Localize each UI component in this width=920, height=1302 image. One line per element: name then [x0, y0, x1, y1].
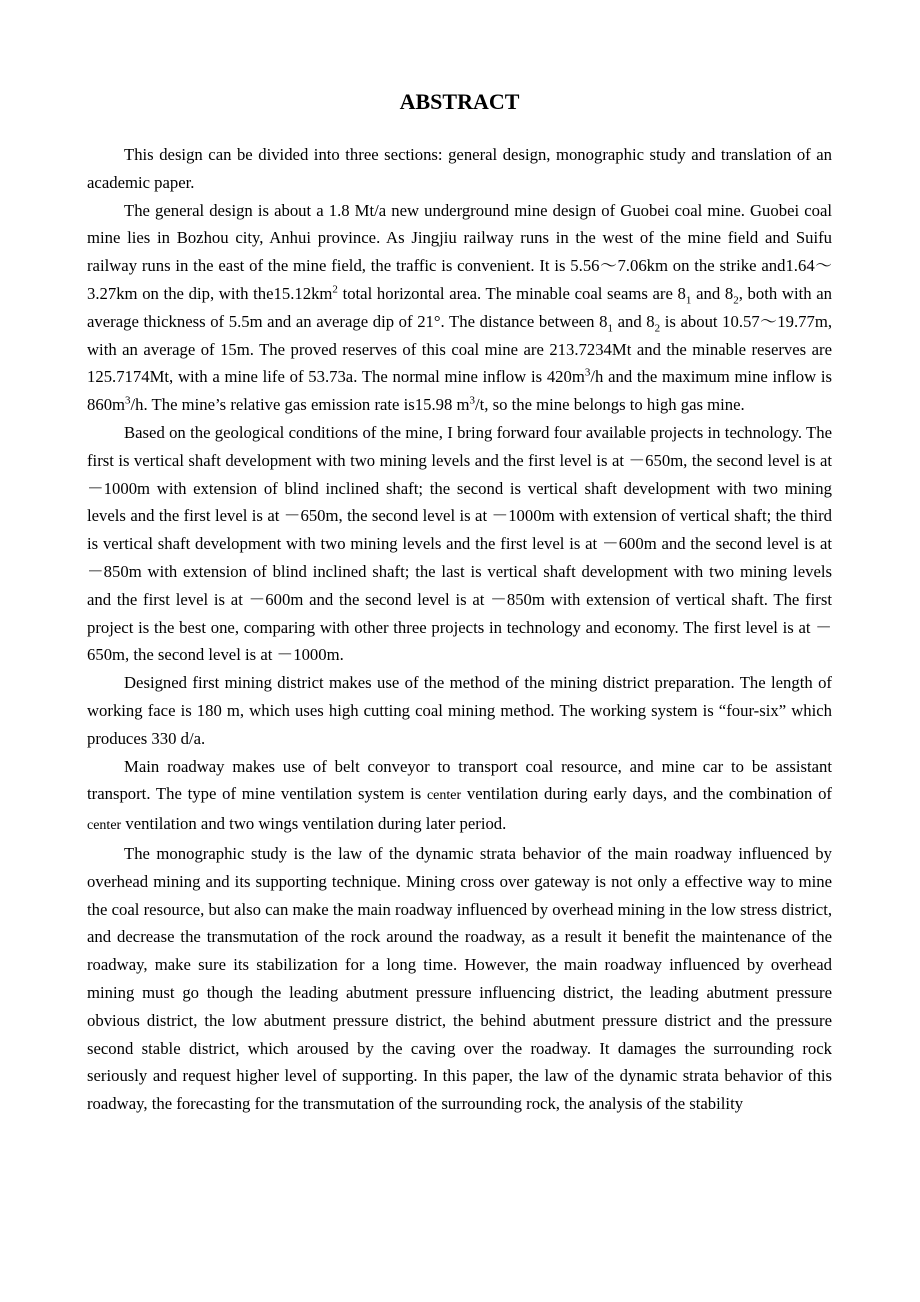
text-run-small: center [87, 818, 122, 834]
paragraph-mining-district: Designed first mining district makes use of the method of the mining district preparation. The length of working face is 180 m, which uses high cutting coal mining method. The working system is “four-six” which produces 330 d/a. [87, 673, 832, 748]
text-run: is about 10.57～19.77m, with an average of 15m. The proved reserves of this coal mine are 213.7234Mt and the minable reserves are 125.7174Mt, with a mine life of 53.73a. The normal mine inflow is 420m [87, 311, 832, 387]
text-run: The general design is about a 1.8 Mt/a new underground mine design of Guobei coal mine. Guobei coal mine lies in Bozhou city, Anhui province. As Jingjiu railway runs in the west of the mine field and Suifu railway runs in the east of the mine field, the traffic is convenient. It is 5.56～7.06km on the strike and1.64～3.27km on the dip, with the15.12km [87, 200, 832, 303]
text-run: /h. The mine’s relative gas emission rate is15.98 m [130, 395, 470, 415]
text-run: /h and the maximum mine inflow is 860m [87, 367, 832, 415]
text-run-small: center [426, 788, 462, 804]
paragraph-transport-ventilation [87, 753, 832, 840]
subscript: 1 [607, 322, 613, 335]
superscript: 2 [332, 283, 338, 296]
text-run: and 8 [691, 283, 734, 303]
text-run: /t, so the mine belongs to high gas mine. [474, 395, 745, 415]
text-run: Main roadway makes use of belt conveyor to transport coal resource, and mine car to be assistant transport. The type of mine ventilation system is [87, 756, 832, 804]
superscript: 3 [125, 394, 131, 407]
text-run: and 8 [612, 311, 655, 331]
superscript: 3 [469, 394, 475, 407]
page-title: ABSTRACT [399, 89, 520, 114]
subscript: 2 [733, 294, 739, 307]
paragraph-monographic-study: The monographic study is the law of the dynamic strata behavior of the main roadway influenced by overhead mining and its supporting technique. Mining cross over gateway is not only a effective way to mine the coal resource, but also can make the main roadway influenced by overhead mining in the low stress district, and decrease the transmutation of the rock around the roadway, as a result it benefit the maintenance of the roadway, make sure its stabilization for a long time. However, the main roadway influenced by overhead mining must go though the leading abutment pressure influencing district, the leading abutment pressure obvious district, the low abutment pressure district, the behind abutment pressure district and the pressure second stable district, which aroused by the caving over the roadway. It damages the surrounding rock seriously and request higher level of supporting. In this paper, the law of the dynamic strata behavior of this roadway, the forecasting for the transmutation of the surrounding rock, the analysis of the stability [87, 843, 832, 1114]
text-run: total horizontal area. The minable coal seams are 8 [337, 283, 686, 303]
abstract-page [87, 84, 832, 1118]
paragraph-projects: Based on the geological conditions of the mine, I bring forward four available projects in technology. The first is vertical shaft development with two mining levels and the first level is at －650m, the second level is at －1000m with extension of blind inclined shaft; the second is vertical shaft development with two mining levels and the first level is at －650m, the second level is at －1000m with extension of vertical shaft; the third is vertical shaft development with two mining levels and the first level is at －600m and the second level is at －850m with extension of blind inclined shaft; the last is vertical shaft development with two mining levels and the first level is at －600m and the second level is at －850m with extension of vertical shaft. The first project is the best one, comparing with other three projects in technology and economy. The first level is at －650m, the second level is at －1000m. [87, 422, 832, 665]
subscript: 1 [685, 294, 692, 307]
paragraph-general-design [87, 197, 832, 419]
text-run: ventilation and two wings ventilation during later period. [121, 814, 507, 834]
text-run: ventilation during early days, and the combination of [461, 784, 832, 804]
superscript: 3 [584, 366, 591, 379]
subscript: 2 [654, 322, 661, 335]
paragraph-overview: This design can be divided into three sections: general design, monographic study and translation of an academic paper. [87, 145, 832, 192]
text-run: , both with an average thickness of 5.5m and an average dip of 21°. The distance between 8 [87, 283, 832, 331]
